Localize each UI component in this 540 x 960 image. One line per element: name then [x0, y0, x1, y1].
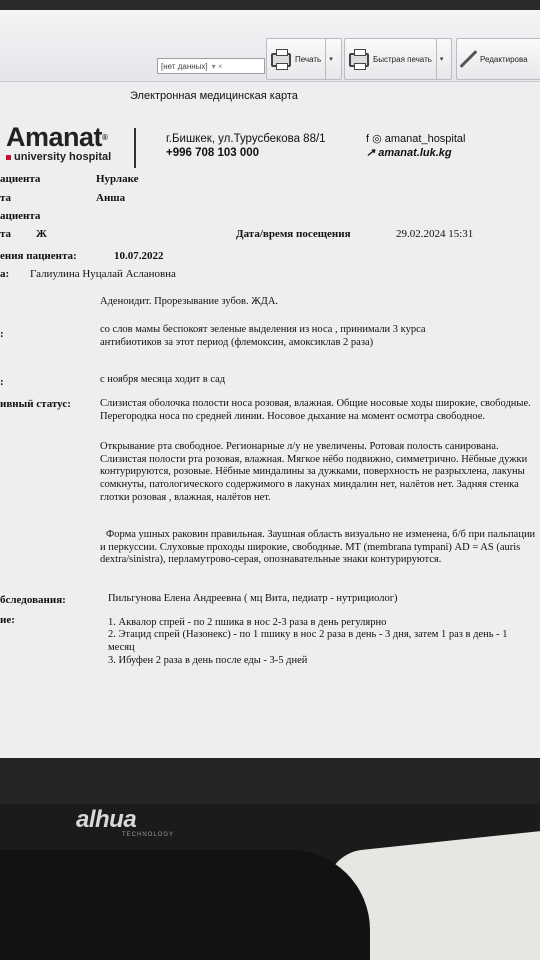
anamnesis-text: с ноября месяца ходит в сад: [100, 374, 226, 385]
printer-icon: [271, 53, 291, 67]
doctor-value: Галиулина Нуцалай Аслановна: [30, 268, 176, 280]
status-ear-text: Форма ушных раковин правильная. Заушная область визуально не изменена, б/б при пальпации и перкуссии. Слуховые проходы широкие, свободные. МТ (membrana tympani) AD = AS (auris dextra/sinistra), перламутрово-серая, опознавательные знаки контурируются.: [100, 529, 536, 566]
visit-label: Дата/время посещения: [236, 228, 351, 240]
monitor-brand-sub: TECHNOLOGY: [122, 832, 175, 838]
logo-reg-mark: ®: [102, 133, 108, 142]
logo-dot-icon: [6, 155, 11, 160]
quick-print-label: Быстрая печать: [373, 54, 432, 64]
dob-label: ения пациента:: [0, 250, 77, 262]
dob-value: 10.07.2022: [114, 250, 164, 262]
treatment-item: 2. Этацид спрей (Назонекс) - по 1 пшику в нос 2 раза в день - 3 дня, затем 1 раз в день - 1 месяц: [108, 629, 508, 653]
status-label: ивный статус:: [0, 398, 71, 410]
sex-label: та: [0, 228, 12, 240]
toolbar: [0, 10, 540, 82]
monitor-brand-logo: alhua: [76, 806, 137, 833]
data-select-field[interactable]: [157, 58, 265, 74]
header-divider: [134, 128, 136, 168]
hospital-website: ↗ amanat.luk.kg: [366, 147, 452, 159]
print-button[interactable]: [266, 38, 342, 80]
name-label: та: [0, 192, 12, 204]
screen: [0, 10, 540, 758]
surname-label: ациента: [0, 173, 41, 185]
data-select-controls: ▾ ×: [211, 61, 223, 71]
sex-value: Ж: [36, 228, 47, 240]
treatment-item: 1. Аквалор спрей - по 2 пшика в нос 2-3 раза в день регулярно: [108, 617, 387, 628]
visit-value: 29.02.2024 15:31: [396, 228, 474, 240]
monitor-bezel-band: [0, 758, 540, 804]
anamnesis-label: :: [0, 376, 4, 388]
page-title: Электронная медицинская карта: [130, 90, 298, 102]
surname-value: Нурлаке: [96, 173, 139, 185]
surname-row: [0, 173, 40, 185]
name-value: Анша: [96, 192, 126, 204]
sex-row: [0, 228, 11, 240]
hospital-social: [366, 132, 466, 160]
doctor-label: а:: [0, 268, 10, 280]
quick-printer-icon: [349, 53, 369, 67]
complaints-text: со слов мамы беспокоят зеленые выделения из носа , принимали 3 курса антибиотиков за этот период (флемоксин, амоксиклав 2 раза): [100, 324, 426, 348]
complaints-label: :: [0, 328, 4, 340]
logo-sub: university hospital: [14, 151, 112, 163]
treatment-label: ие:: [0, 614, 15, 626]
edit-button[interactable]: [456, 38, 540, 80]
name-row: [0, 192, 11, 204]
treatment-item: 3. Ибуфен 2 раза в день после еды - 3-5 дней: [108, 655, 308, 666]
logo-name: Amanat: [6, 122, 103, 152]
hospital-phone: +996 708 103 000: [166, 147, 260, 159]
hospital-contacts: [166, 132, 326, 160]
data-select-value: [нет данных]: [161, 61, 208, 71]
hospital-address: г.Бишкек, ул.Турусбекова 88/1: [166, 133, 326, 145]
hospital-instagram: f ◎ amanat_hospital: [366, 133, 466, 145]
pen-icon: [460, 50, 478, 68]
patronymic-label: ациента: [0, 210, 41, 222]
quick-print-dropdown-icon[interactable]: ▾: [436, 39, 444, 79]
quick-print-button[interactable]: [344, 38, 452, 80]
print-button-label: Печать: [295, 54, 322, 64]
patronymic-row: [0, 210, 40, 222]
status-mouth-text: Открывание рта свободное. Регионарные л/у не увеличены. Ротовая полость санирована. Слизистая полости рта розовая, влажная. Мягкое нёбо подвижно, симметрично. Нёбные дужки контурируются, розовые. Нёбные миндалины за дужками, поверхность не разрыхлена, лакуны сомкнуты, патологического содержимого в лакунах миндалин нет, налётов нет. Задняя стенка глотки розовая , влажная, налётов нет.: [100, 441, 528, 503]
exam-text: Пильгунова Елена Андреевна ( мц Вита, педиатр - нутрициолог): [108, 593, 398, 604]
status-nose-text: Слизистая оболочка полости носа розовая, влажная. Общие носовые ходы широкие, свободные. Перегородка носа по средней линии. Носовое дыхание на момент осмотра свободное.: [100, 398, 531, 422]
monitor-stand: [0, 850, 370, 960]
print-dropdown-icon[interactable]: ▾: [325, 39, 333, 79]
exam-label: бследования:: [0, 594, 66, 606]
diagnosis-text: Аденоидит. Прорезывание зубов. ЖДА.: [100, 296, 279, 307]
edit-button-label: Редактирова: [480, 54, 528, 64]
hospital-logo: [6, 124, 111, 163]
